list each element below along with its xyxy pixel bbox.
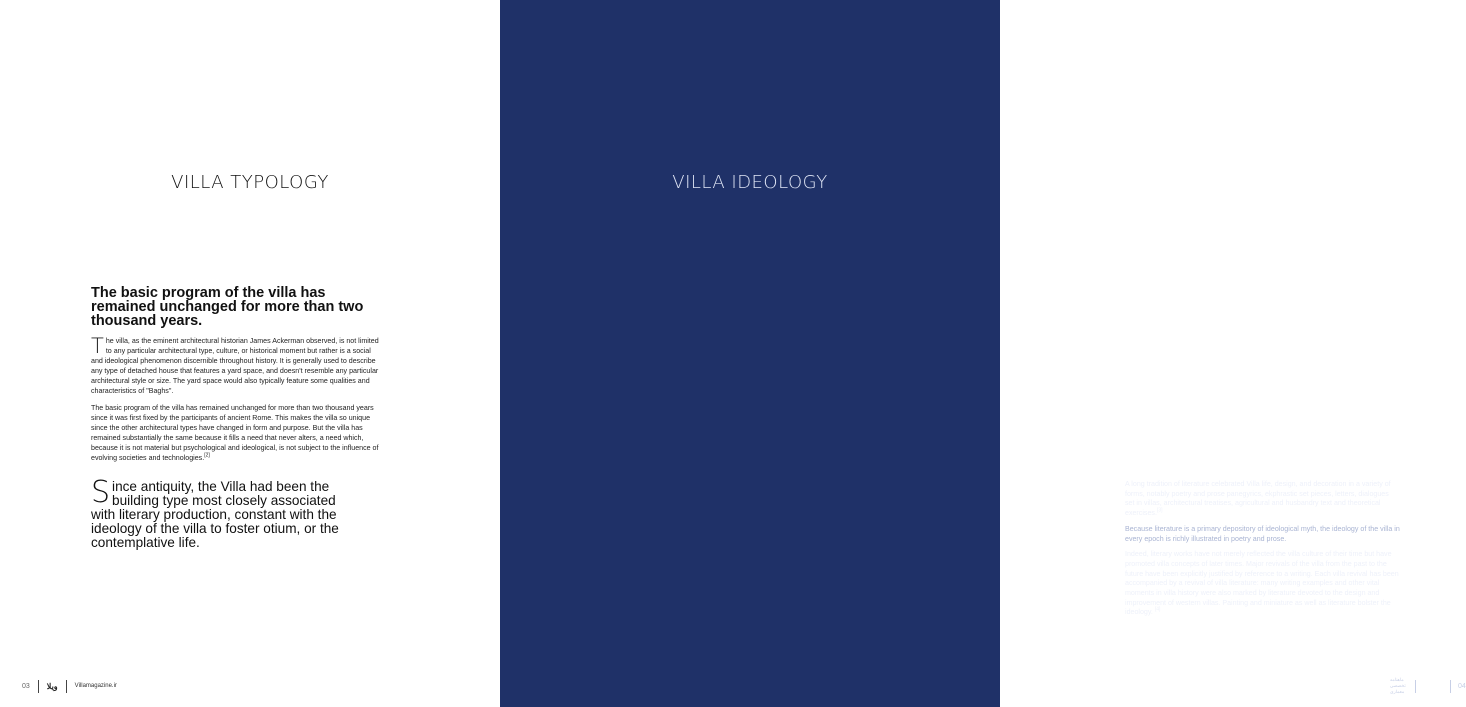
page-title-villa-ideology: VILLA IDEOLOGY: [672, 172, 828, 193]
subheading: The basic program of the villa has remained unchanged for more than two thousand years.: [91, 285, 364, 329]
paragraph-3: [1125, 550, 1400, 618]
paragraph-1: [91, 336, 383, 397]
footnote-ref: [4]: [1154, 607, 1161, 614]
paragraph-2: Because literature is a primary depository of ideological myth, the ideology of the villa in every epoch is richly illustrated in poetry and prose.: [1125, 524, 1400, 543]
paragraph-2: [91, 403, 383, 464]
website-link[interactable]: Villamagazine.ir: [74, 683, 117, 689]
body-text: [91, 336, 383, 469]
magazine-logo: ویلا: [46, 681, 58, 691]
page-title-villa-typology: VILLA TYPOLOGY: [171, 172, 329, 193]
paragraph-1-text: he villa, as the eminent architectural historian James Ackerman observed, is not limited to any particular architectural type, culture, or historical moment but rather is a social and ideological phenomenon discernible throughout history. It is generally used to describe any type of detached house that features a yard space, and doesn't resemble any particular architectural style or size. The yard space would also typically feature some qualities and characteristics of "Baghs".: [91, 337, 379, 396]
footer-left: [22, 679, 117, 693]
footnote-ref: [2]: [204, 452, 210, 459]
magazine-tagline: ماهنامه تخصصی معماری: [1390, 677, 1406, 694]
dropcap: T: [1125, 279, 1161, 347]
pull-quote-light: he villa is a paradigm not only of architecture but of ideology:: [1125, 287, 1406, 361]
magazine-logo: ویلا: [1423, 680, 1441, 692]
page-number: 04: [1457, 682, 1466, 690]
body-text-right: [1125, 480, 1400, 624]
pull-quote-right: [1125, 279, 1430, 437]
paragraph-3-text: Indeed, literary works have not merely reflected the villa culture of their time but have promoted villa concepts of later times. Major revivals of the villa from the past to the future have been explicitly justified by reference to a writing. Each villa revival has been accompanied by a revival of villa literature: many writing examples and other vital moments in villa history were also marked by literature devoted to the design and improvement of western villas. Painting and miniature as well as literature bolster the ideology.: [1125, 550, 1399, 617]
dropcap: S: [91, 475, 111, 510]
left-page: [0, 0, 500, 707]
footnote-ref: [3]: [1156, 507, 1163, 514]
paragraph-2-text: The basic program of the villa has remained unchanged for more than two thousand years since it was first fixed by the participants of ancient Rome. This makes the villa so unique since the other architectural types have changed in form and purpose. But the villa has remained substantially the same because it fills a need that never alters, a need which, because it is not material but psychological and ideological, is not subject to the influence of evolving societies and technologies.: [91, 403, 379, 463]
dropcap: T: [91, 334, 104, 358]
page-number: 03: [22, 682, 30, 690]
pull-quote-text: ince antiquity, the Villa had been the building type most closely associated with literary production, constant with the ideology of the villa to foster otium, or the contemplative life.: [91, 479, 339, 550]
pull-quote-left: [91, 475, 361, 550]
right-page: [500, 0, 1466, 707]
divider: [38, 680, 39, 693]
divider: [66, 680, 67, 693]
pull-quote-bold: It is a myth of fantasy through which is generated by psychological rather than utilitarian needs.: [1125, 337, 1415, 436]
paragraph-1: [1125, 480, 1400, 519]
footer-right: [1390, 679, 1466, 693]
paragraph-1-text: A long tradition of literature celebrated Villa life, design, and decoration in a variety of forms, notably poetry and prose panegyrics, ekphrastic set pieces, letters, dialogues set in villas, architectural treatises, agricultural and husbandry text and theoretical exercises.: [1125, 480, 1391, 518]
